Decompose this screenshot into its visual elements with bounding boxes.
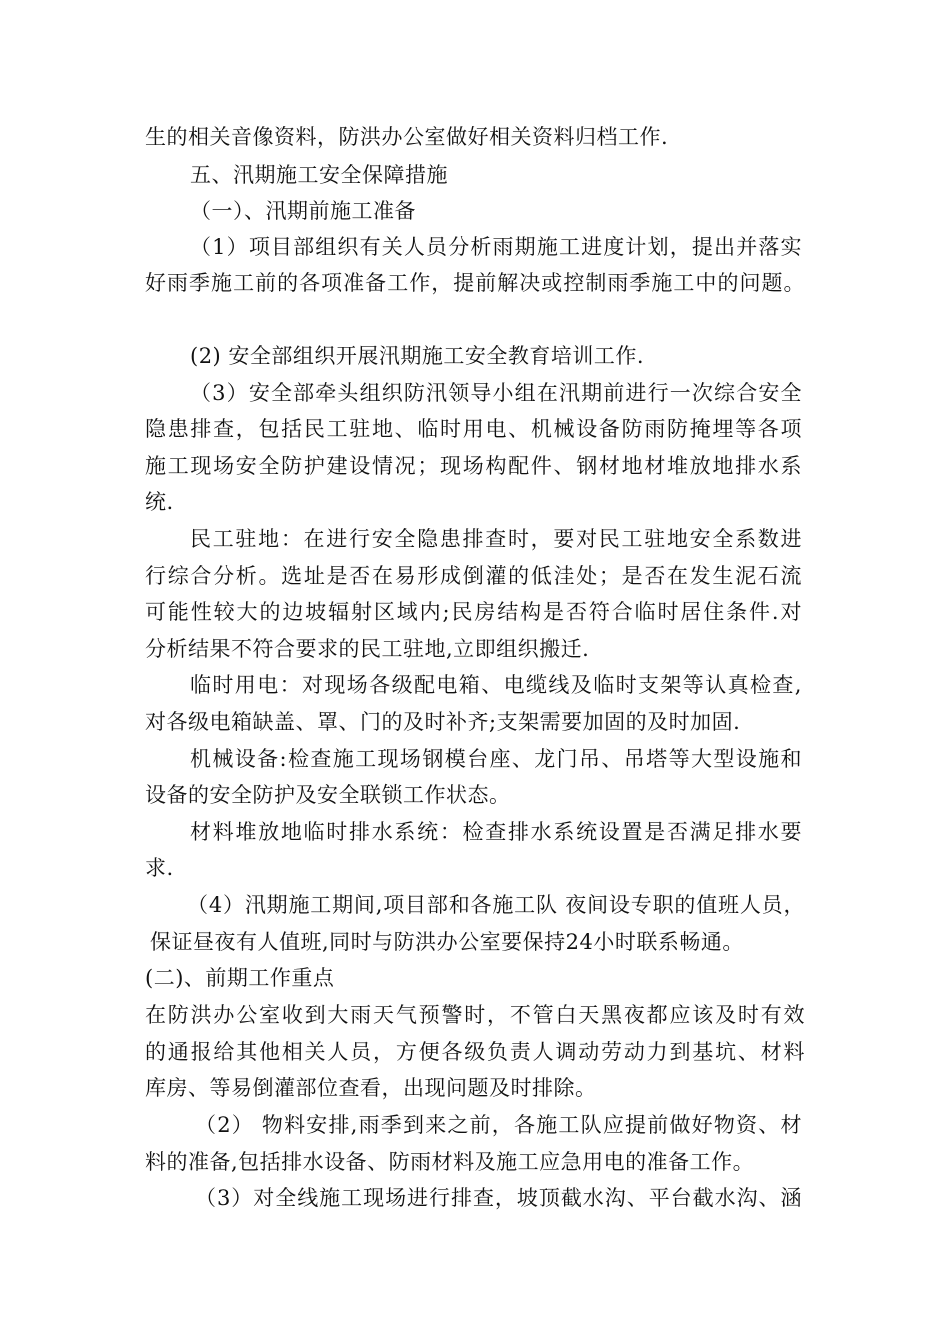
- text-line: (2) 安全部组织开展汛期施工安全教育培训工作.: [190, 344, 645, 368]
- text-line: （3）安全部牵头组织防汛领导小组在汛期前进行一次综合安全: [190, 381, 802, 405]
- text-line: 民工驻地：在进行安全隐患排查时，要对民工驻地安全系数进: [190, 527, 802, 551]
- text-line: 材料堆放地临时排水系统：检查排水系统设置是否满足排水要: [190, 820, 802, 844]
- text-line: （1）项目部组织有关人员分析雨期施工进度计划，提出并落实: [190, 235, 802, 259]
- text-line: 可能性较大的边坡辐射区域内;民房结构是否符合临时居住条件.对: [145, 600, 802, 624]
- text-line: 库房、等易倒灌部位查看，出现问题及时排除。: [145, 1076, 597, 1100]
- text-line: 生的相关音像资料，防洪办公室做好相关资料归档工作.: [145, 125, 669, 149]
- text-line: （2） 物料安排,雨季到来之前，各施工队应提前做好物资、材: [195, 1113, 802, 1137]
- text-line: 的通报给其他相关人员，方便各级负责人调动劳动力到基坑、材料: [145, 1040, 805, 1064]
- subsection-heading: （一）、汛期前施工准备: [190, 199, 416, 223]
- section-heading: 五、汛期施工安全保障措施: [190, 163, 448, 187]
- text-line: 行综合分析。选址是否在易形成倒灌的低洼处；是否在发生泥石流: [145, 564, 802, 588]
- text-line: 保证昼夜有人值班,同时与防洪办公室要保持24小时联系畅通。: [150, 930, 744, 954]
- text-line: 分析结果不符合要求的民工驻地,立即组织搬迁.: [145, 637, 590, 661]
- text-line: 设备的安全防护及安全联锁工作状态。: [145, 783, 511, 807]
- text-line: （4）汛期施工期间,项目部和各施工队 夜间设专职的值班人员，: [187, 893, 805, 917]
- text-line: 隐患排查，包括民工驻地、临时用电、机械设备防雨防掩埋等各项: [145, 417, 802, 441]
- text-line: 在防洪办公室收到大雨天气预警时，不管白天黑夜都应该及时有效: [145, 1003, 805, 1027]
- text-line: 好雨季施工前的各项准备工作，提前解决或控制雨季施工中的问题。: [145, 271, 805, 295]
- text-line: 对各级电箱缺盖、罩、门的及时补齐;支架需要加固的及时加固.: [145, 710, 741, 734]
- subsection-heading: (二)、前期工作重点: [145, 966, 335, 990]
- text-line: 机械设备:检查施工现场钢模台座、龙门吊、吊塔等大型设施和: [190, 747, 802, 771]
- text-line: 临时用电：对现场各级配电箱、电缆线及临时支架等认真检查,: [190, 673, 802, 697]
- text-line: （3）对全线施工现场进行排查，坡顶截水沟、平台截水沟、涵: [195, 1186, 802, 1210]
- text-line: 求.: [145, 856, 174, 880]
- text-line: 料的准备,包括排水设备、防雨材料及施工应急用电的准备工作。: [145, 1150, 755, 1174]
- text-line: 统.: [145, 490, 174, 514]
- text-line: 施工现场安全防护建设情况；现场构配件、钢材地材堆放地排水系: [145, 454, 802, 478]
